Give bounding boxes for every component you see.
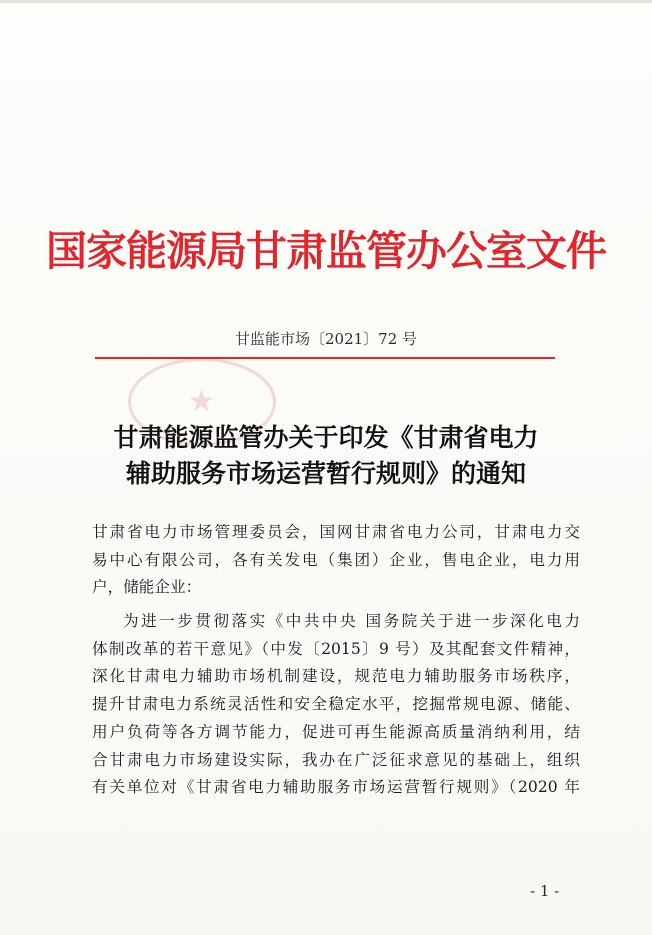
paragraph-line: 提升甘肃电力系统灵活性和安全稳定水平，挖掘常规电源、储能、 bbox=[92, 695, 580, 714]
red-separator-line bbox=[95, 357, 555, 359]
notice-title-line-1: 甘肃能源监管办关于印发《甘肃省电力 bbox=[113, 423, 539, 452]
addressee-line: 易中心有限公司，各有关发电（集团）企业，售电企业，电力用 bbox=[92, 550, 580, 569]
paragraph-line: 体制改革的若干意见》（中发〔2015〕9 号）及其配套文件精神， bbox=[92, 639, 580, 658]
paragraph-line: 用户负荷等各方调节能力，促进可再生能源高质量消纳利用，结 bbox=[92, 722, 580, 741]
paragraph-line: 合甘肃电力市场建设实际，我办在广泛征求意见的基础上，组织 bbox=[92, 750, 580, 769]
page-edge bbox=[0, 0, 652, 3]
document-number: 甘监能市场〔2021〕72 号 bbox=[234, 330, 418, 348]
addressee-line: 户，储能企业： bbox=[92, 578, 202, 597]
paragraph-line: 为进一步贯彻落实《中共中央 国务院关于进一步深化电力 bbox=[123, 612, 580, 631]
addressee-line: 甘肃省电力市场管理委员会，国网甘肃省电力公司，甘肃电力交 bbox=[92, 523, 580, 541]
paragraph-line: 深化甘肃电力辅助市场机制建设，规范电力辅助服务市场秩序， bbox=[92, 667, 580, 686]
document-body bbox=[92, 519, 580, 802]
page-number: - 1 - bbox=[530, 882, 560, 900]
notice-title-line-2: 辅助服务市场运营暂行规则》的通知 bbox=[125, 459, 526, 488]
notice-title bbox=[0, 420, 652, 492]
paragraph-line: 有关单位对《甘肃省电力辅助服务市场运营暂行规则》（2020 年 bbox=[92, 778, 580, 797]
org-header-title: 国家能源局甘肃监管办公室文件 bbox=[46, 227, 606, 275]
seal-star-icon: ★ bbox=[188, 384, 215, 419]
